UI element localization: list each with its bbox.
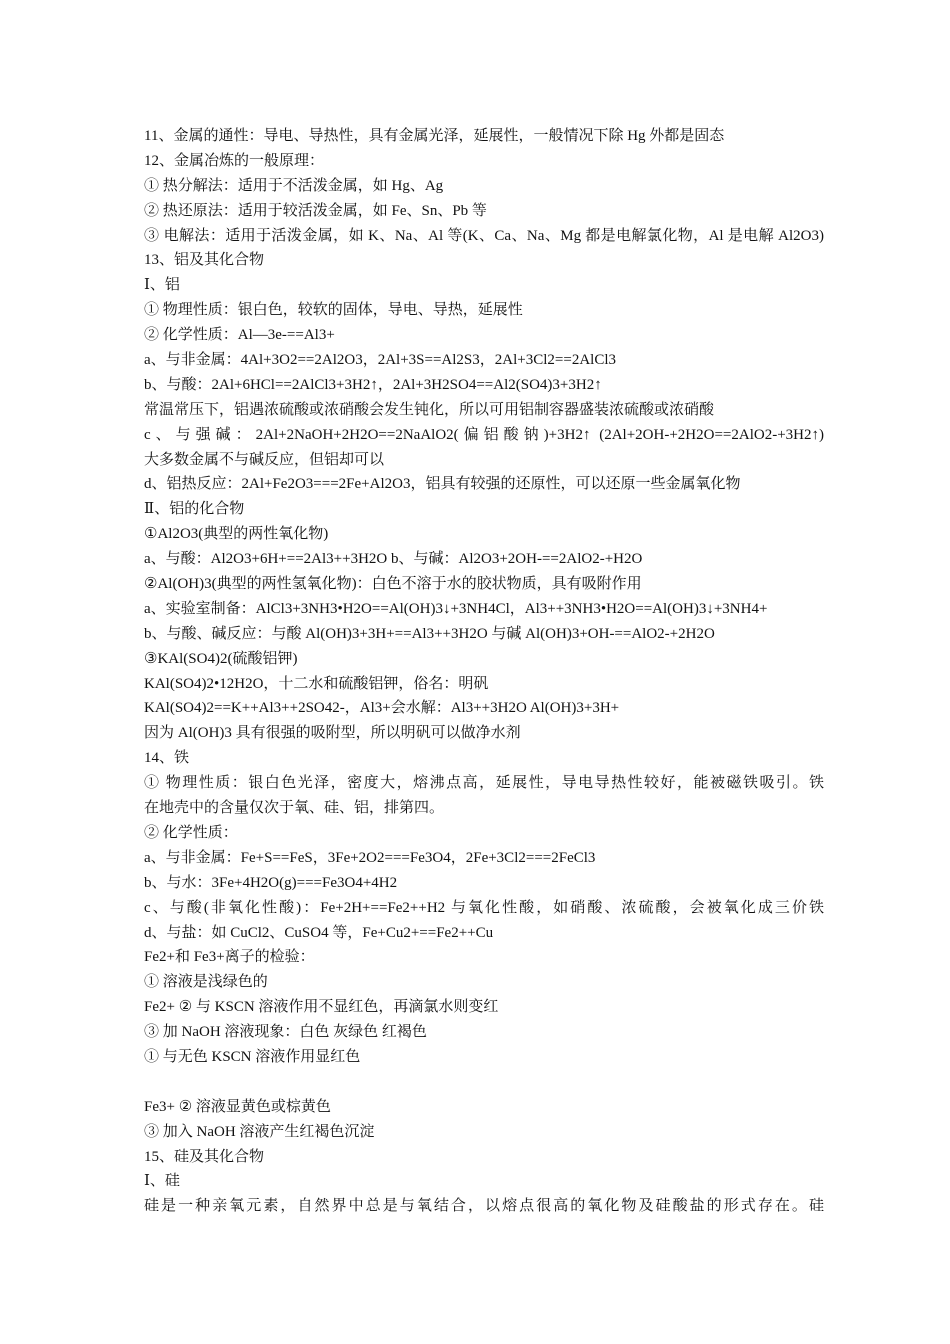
text-line-3: ① 热分解法：适用于不活泼金属，如 Hg、Ag xyxy=(144,177,444,194)
text-line-17: ①Al2O3(典型的两性氧化物) xyxy=(144,526,329,543)
text-line-40: Fe3+ ② 溶液显黄色或棕黄色 xyxy=(144,1098,331,1115)
text-line-33: d、与盐：如 CuCl2、CuSO4 等，Fe+Cu2+==Fe2++Cu xyxy=(144,924,494,941)
text-line-18: a、与酸：Al2O3+6H+==2Al3++3H2O b、与碱：Al2O3+2OH-==2AlO2-+H2O xyxy=(144,551,643,568)
text-line-30: a、与非金属：Fe+S==FeS，3Fe+2O2===Fe3O4，2Fe+3Cl2===2FeCl3 xyxy=(144,849,596,866)
text-line-24: KAl(SO4)2==K++Al3++2SO42-，Al3+会水解：Al3++3H2O Al(OH)3+3H+ xyxy=(144,700,620,717)
text-line-19: ②Al(OH)3(典型的两性氢氧化物)：白色不溶于水的胶状物质，具有吸附作用 xyxy=(144,576,642,593)
text-line-15: d、铝热反应：2Al+Fe2O3===2Fe+Al2O3，铝具有较强的还原性，可以还原一些金属氧化物 xyxy=(144,476,741,493)
text-line-13: c、与强碱：2Al+2NaOH+2H2O==2NaAlO2(偏铝酸钠)+3H2↑ (2Al+2OH-+2H2O==2AlO2-+3H2↑) xyxy=(144,426,824,443)
blank-line xyxy=(144,1070,824,1095)
text-line-32: c、与酸(非氧化性酸)：Fe+2H+==Fe2++H2 与氧化性酸，如硝酸、浓硫酸，会被氧化成三价铁 xyxy=(144,899,824,916)
text-line-37: ③ 加 NaOH 溶液现象：白色 灰绿色 红褐色 xyxy=(144,1024,427,1041)
text-line-25: 因为 Al(OH)3 具有很强的吸附型，所以明矾可以做净水剂 xyxy=(144,725,521,742)
text-line-14: 大多数金属不与碱反应，但铝却可以 xyxy=(144,451,385,468)
text-line-9: ② 化学性质：Al—3e-==Al3+ xyxy=(144,327,335,344)
text-line-11: b、与酸：2Al+6HCl==2AlCl3+3H2↑，2Al+3H2SO4==Al2(SO4)3+3H2↑ xyxy=(144,376,602,393)
text-line-20: a、实验室制备：AlCl3+3NH3•H2O==Al(OH)3↓+3NH4Cl，Al3++3NH3•H2O==Al(OH)3↓+3NH4+ xyxy=(144,600,768,617)
text-line-38: ① 与无色 KSCN 溶液作用显红色 xyxy=(144,1048,361,1065)
text-line-23: KAl(SO4)2•12H2O，十二水和硫酸铝钾，俗名：明矾 xyxy=(144,675,489,692)
text-line-42: 15、硅及其化合物 xyxy=(144,1148,265,1165)
text-line-26: 14、铁 xyxy=(144,750,190,767)
text-line-21: b、与酸、碱反应：与酸 Al(OH)3+3H+==Al3++3H2O 与碱 Al(OH)3+OH-==AlO2-+2H2O xyxy=(144,625,715,642)
text-line-8: ① 物理性质：银白色，较软的固体，导电、导热，延展性 xyxy=(144,302,523,319)
text-line-29: ② 化学性质： xyxy=(144,824,238,841)
document-page xyxy=(144,124,824,1219)
text-line-1: 11、金属的通性：导电、导热性，具有金属光泽，延展性，一般情况下除 Hg 外都是固态 xyxy=(144,128,725,144)
text-line-2: 12、金属冶炼的一般原理： xyxy=(144,152,325,169)
text-line-5: ③ 电解法：适用于活泼金属，如 K、Na、Al 等(K、Ca、Na、Mg 都是电解氯化物，Al 是电解 Al2O3) xyxy=(144,227,824,244)
text-line-6: 13、铝及其化合物 xyxy=(144,252,265,269)
text-line-16: Ⅱ、铝的化合物 xyxy=(144,501,245,518)
text-line-44: 硅是一种亲氧元素，自然界中总是与氧结合，以熔点很高的氧化物及硅酸盐的形式存在。硅 xyxy=(144,1198,824,1215)
text-line-41: ③ 加入 NaOH 溶液产生红褐色沉淀 xyxy=(144,1123,375,1140)
text-line-36: Fe2+ ② 与 KSCN 溶液作用不显红色，再滴氯水则变红 xyxy=(144,999,499,1016)
text-line-7: Ⅰ、铝 xyxy=(144,277,180,294)
text-line-27: ① 物理性质：银白色光泽，密度大，熔沸点高，延展性，导电导热性较好，能被磁铁吸引。铁 xyxy=(144,775,824,792)
text-line-4: ② 热还原法：适用于较活泼金属，如 Fe、Sn、Pb 等 xyxy=(144,202,487,219)
text-line-22: ③KAl(SO4)2(硫酸铝钾) xyxy=(144,650,298,667)
text-line-12: 常温常压下，铝遇浓硫酸或浓硝酸会发生钝化，所以可用铝制容器盛装浓硫酸或浓硝酸 xyxy=(144,401,715,418)
text-line-35: ① 溶液是浅绿色的 xyxy=(144,974,268,991)
text-line-43: Ⅰ、硅 xyxy=(144,1173,180,1190)
text-line-34: Fe2+和 Fe3+离子的检验： xyxy=(144,949,315,966)
text-line-10: a、与非金属：4Al+3O2==2Al2O3，2Al+3S==Al2S3，2Al+3Cl2==2AlCl3 xyxy=(144,352,616,369)
text-line-28: 在地壳中的含量仅次于氧、硅、铝，排第四。 xyxy=(144,800,445,817)
text-line-31: b、与水：3Fe+4H2O(g)===Fe3O4+4H2 xyxy=(144,874,398,891)
